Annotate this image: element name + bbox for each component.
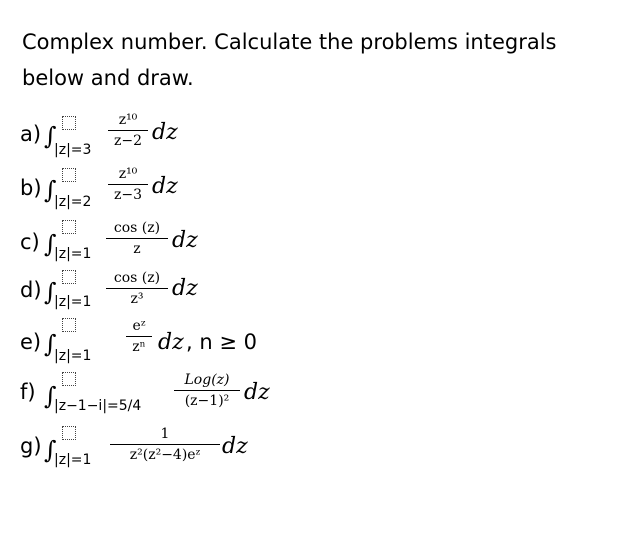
integral-sign: ∫ [44,122,57,150]
problem-letter: a) [20,122,42,146]
fraction-bar [108,130,148,131]
differential: dz [152,120,178,145]
upper-limit-placeholder [62,372,76,386]
differential: dz [152,174,178,199]
problem-letter: f) [20,380,36,404]
differential: dz [172,228,198,253]
integrand-fraction [106,270,168,307]
numerator: 1 [160,426,170,442]
differential: dz [222,434,248,459]
fraction-bar [108,184,148,185]
denominator: (z−1)² [184,393,230,409]
upper-limit-placeholder [62,270,76,284]
differential: dz [172,276,198,301]
fraction-bar [106,238,168,239]
contour-label: |z|=1 [54,452,92,468]
problem-d [20,270,620,324]
problem-f [20,370,620,424]
differential: dz [158,330,184,355]
upper-limit-placeholder [62,318,76,332]
problem-e [20,318,620,372]
upper-limit-placeholder [62,426,76,440]
denominator: z [133,241,141,257]
problem-letter: b) [20,176,42,200]
denominator: z²(z²−4)eᶻ [129,447,201,463]
problem-letter: d) [20,278,42,302]
numerator: cos (z) [113,220,161,236]
numerator: eᶻ [132,318,146,334]
integral-sign: ∫ [44,436,57,464]
problem-letter: e) [20,330,42,354]
numerator: z¹⁰ [118,166,138,182]
problem-statement [22,24,622,96]
integrand-fraction [174,372,240,409]
denominator: zⁿ [132,339,146,355]
integrand-fraction [126,318,152,355]
integral-sign: ∫ [44,330,57,358]
contour-label: |z|=2 [54,194,92,210]
contour-label: |z|=1 [54,294,92,310]
numerator: z¹⁰ [118,112,138,128]
fraction-bar [106,288,168,289]
denominator: z³ [130,291,144,307]
problem-b [20,166,620,220]
denominator: z−3 [113,187,142,203]
integral-sign: ∫ [44,176,57,204]
upper-limit-placeholder [62,220,76,234]
intro-line-1: Complex number. Calculate the problems integrals [22,30,557,54]
denominator: z−2 [113,133,142,149]
integrand-fraction [106,220,168,257]
problem-g [20,422,620,476]
integrand-fraction [108,112,148,149]
fraction-bar [110,444,220,445]
contour-label: |z|=1 [54,246,92,262]
integrand-fraction [108,166,148,203]
problem-c [20,220,620,274]
integral-sign: ∫ [44,230,57,258]
intro-line-2: below and draw. [22,66,194,90]
problem-a [20,112,620,166]
fraction-bar [174,390,240,391]
integral-sign: ∫ [44,382,57,410]
contour-label: |z|=3 [54,142,92,158]
upper-limit-placeholder [62,116,76,130]
integrand-fraction [110,426,220,463]
problem-letter: c) [20,230,40,254]
upper-limit-placeholder [62,168,76,182]
differential: dz [244,380,270,405]
contour-label: |z−1−i|=5/4 [54,398,142,414]
numerator: Log(z) [184,372,230,388]
integral-sign: ∫ [44,278,57,306]
fraction-bar [126,336,152,337]
problem-letter: g) [20,434,42,458]
index-condition: , n ≥ 0 [186,330,257,354]
numerator: cos (z) [113,270,161,286]
contour-label: |z|=1 [54,348,92,364]
